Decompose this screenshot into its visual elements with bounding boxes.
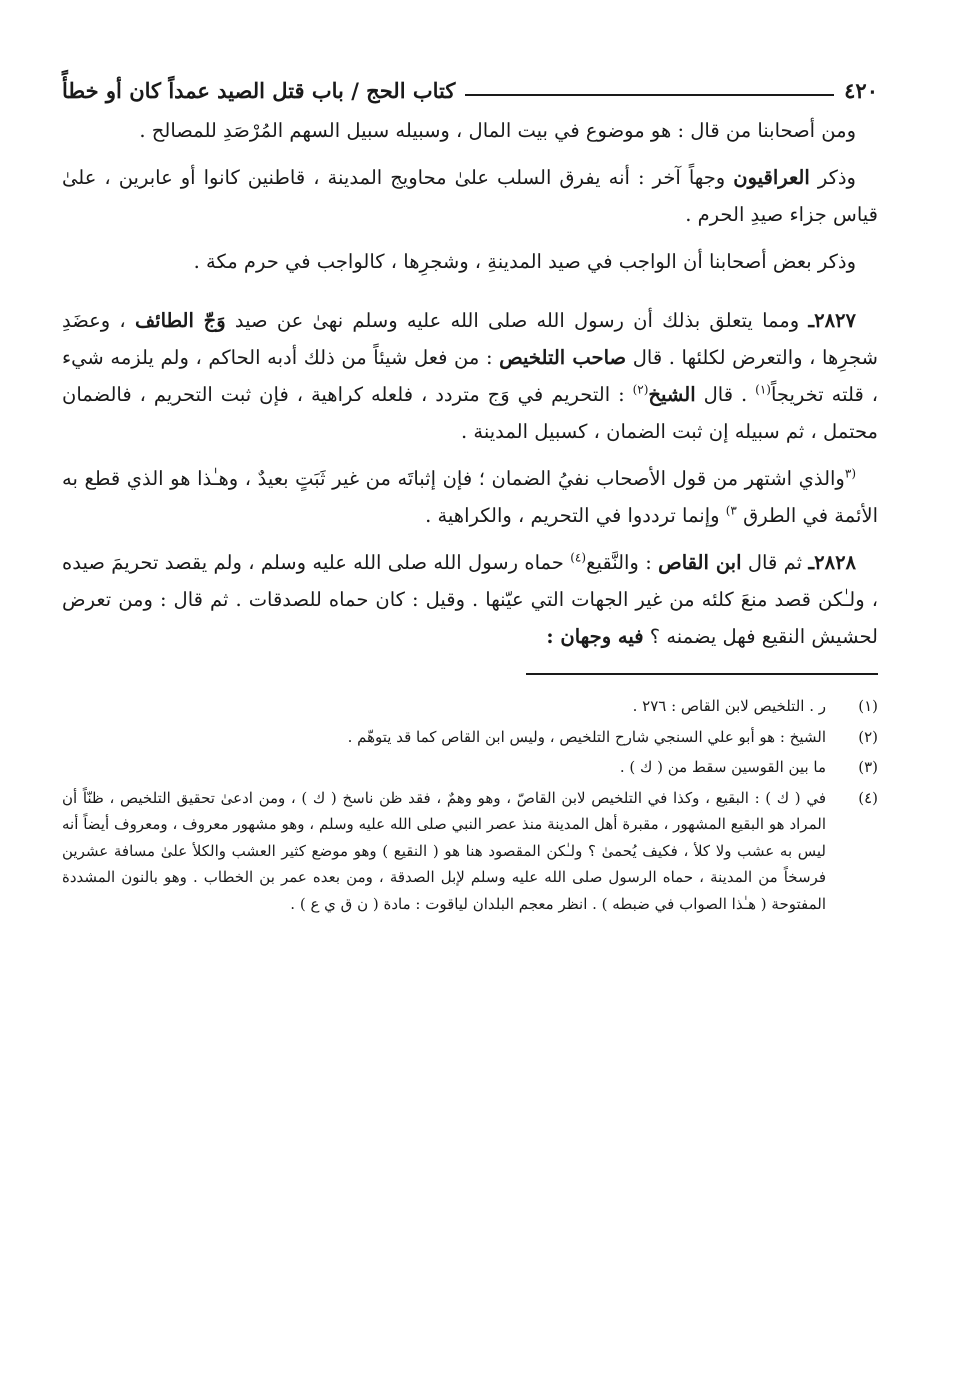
p6-bold-ibn-al-qass: ابن القاص [658,551,742,574]
footnote-number: (١) [858,697,878,715]
running-title: كتاب الحج / باب قتل الصيد عمداً كان أو خطأً [62,77,456,103]
paragraph-3: وذكر بعض أصحابنا أن الواجب في صيد المدينةِ ، وشجرِها ، كالواجب في حرم مكة . [193,250,856,273]
p4-text-4: . قال [703,383,748,406]
paragraph-2 [62,159,878,233]
footnotes [62,693,878,917]
footnote-ref-3-open[interactable]: (٣ [844,466,856,481]
p4-bold-shaykh: الشيخ [648,383,696,406]
footnote-2 [62,724,878,751]
footnote-text: الشيخ : هو أبو علي السنجي شارح التلخيص ، وليس ابن القاص كما قد يتوهّم . [347,727,826,746]
footnote-separator [526,673,878,675]
footnote-ref-1[interactable]: (١) [755,382,771,397]
p2-bold-iraqiyun: العراقيون [733,166,810,189]
footnote-4 [62,785,878,918]
p4-bold-waj-taif: وَجّ الطائف [134,309,226,332]
footnote-text: في ( ك ) : البقيع ، وكذا في التلخيص لابن القاصّ ، وهو وهمٌ ، فقد ظن ناسخ ( ك ) ، ومن ادعىٰ تحقيق التلخيص ، ظنّاً أن المراد هو البقيع المشهور ، مقبرة أهل المدينة منذ عصر النبي صلى الله عليه وسلم ، وهو مشهور معروف ، ومعروف أيضاً أنه ليس به عشب ولا كلأ ، فكيف يُحمىٰ ؟ ولـٰكن المقصود هنا هو ( النقيع ) وهو موضع كثير العشب والكلأ علىٰ مسافة عشرين فرسخاً من المدينة ، حماه الرسول صلى الله عليه وسلم لإبل الصدقة ، ومن بعده عمر بن الخطاب . وهو بالنون المشددة المفتوحة ( هـٰذا الصواب في ضبطه ) . انظر معجم البلدان لياقوت : مادة ( ن ق ي ع ) . [62,788,826,913]
footnote-number: (٤) [858,788,878,807]
p5-text-1: والذي اشتهر من قول الأصحاب نفيُ الضمان ؛ فإن إثباتَه من غير ثَبَتٍ بعيدٌ ، وهـٰذا هو الذي قطع به الأئمة في الطرق [62,467,878,527]
p6-bold-two-views: فيه وجهان : [546,625,644,648]
issue-number-2828: ٢٨٢٨ـ [808,551,857,574]
footnote-ref-2[interactable]: (٢) [632,382,649,397]
p4-text-1: ومما يتعلق بذلك أن رسول الله صلى الله عليه وسلم نهىٰ عن صيد [234,309,800,332]
p4-text-2: ، وعضَدِ شجرِها ، والتعرض لكلئها . قال [62,309,878,369]
footnote-number: (٢) [858,727,878,746]
footnote-number: (٣) [858,758,878,776]
header-rule [465,94,834,96]
p4-bold-sahib-talkhis: صاحب التلخيص [499,346,627,369]
paragraph-6 [62,544,878,655]
p4-text-5: : التحريم في وَج متردد ، فلعله كراهية ، فإن ثبت التحريم ، فالضمان محتمل ، ثم سبيله إن ثبت الضمان ، كسبيل المدينة . [62,383,878,443]
p2-after: وجهاً آخر : أنه يفرق السلب علىٰ محاويج المدينة ، قاطنين كانوا أو عابرين ، علىٰ قياس جزاء صيدِ الحرم . [62,166,878,226]
p5-text-2: وإنما ترددوا في التحريم ، والكراهية . [425,504,720,527]
main-text [62,112,878,655]
page [62,68,878,1378]
footnote-text: ر . التلخيص لابن القاص : ٢٧٦ . [632,697,826,715]
footnote-ref-3-close[interactable]: ٣) [725,503,737,518]
footnote-ref-4[interactable]: (٤) [570,550,587,565]
page-header [62,68,878,112]
p6-text-2: : والنَّقيع [586,551,652,574]
issue-number-2827: ٢٨٢٧ـ [808,309,857,332]
p2-before: وذكر [817,166,856,189]
paragraph-1: ومن أصحابنا من قال : هو موضوع في بيت المال ، وسبيله سبيل السهم المُرْصَدِ للمصالح . [139,119,856,142]
footnote-3 [62,754,878,781]
footnote-text: ما بين القوسين سقط من ( ك ) . [619,758,826,776]
p4-text-3: : من فعل شيئاً من ذلك أدبه الحاكم ، ولم يلزمه شيء ، قلته تخريجاً [62,346,878,406]
page-number: ٤٢٠ [844,77,878,103]
p6-text-1: ثم قال [747,551,803,574]
p6-text-3: حماه رسول الله صلى الله عليه وسلم ، ولم يقصد تحريمَ صيده ، ولـٰكن قصد منعَ كلئه من غير الجهات التي عيّنها . وقيل : كان حماه للصدقات . ثم قال : ومن تعرض لحشيش النقيع فهل يضمنه ؟ [62,551,878,648]
footnote-1 [62,693,878,720]
paragraph-4 [62,302,878,450]
paragraph-5 [62,460,878,534]
footnote-separator-wrap [62,655,878,693]
